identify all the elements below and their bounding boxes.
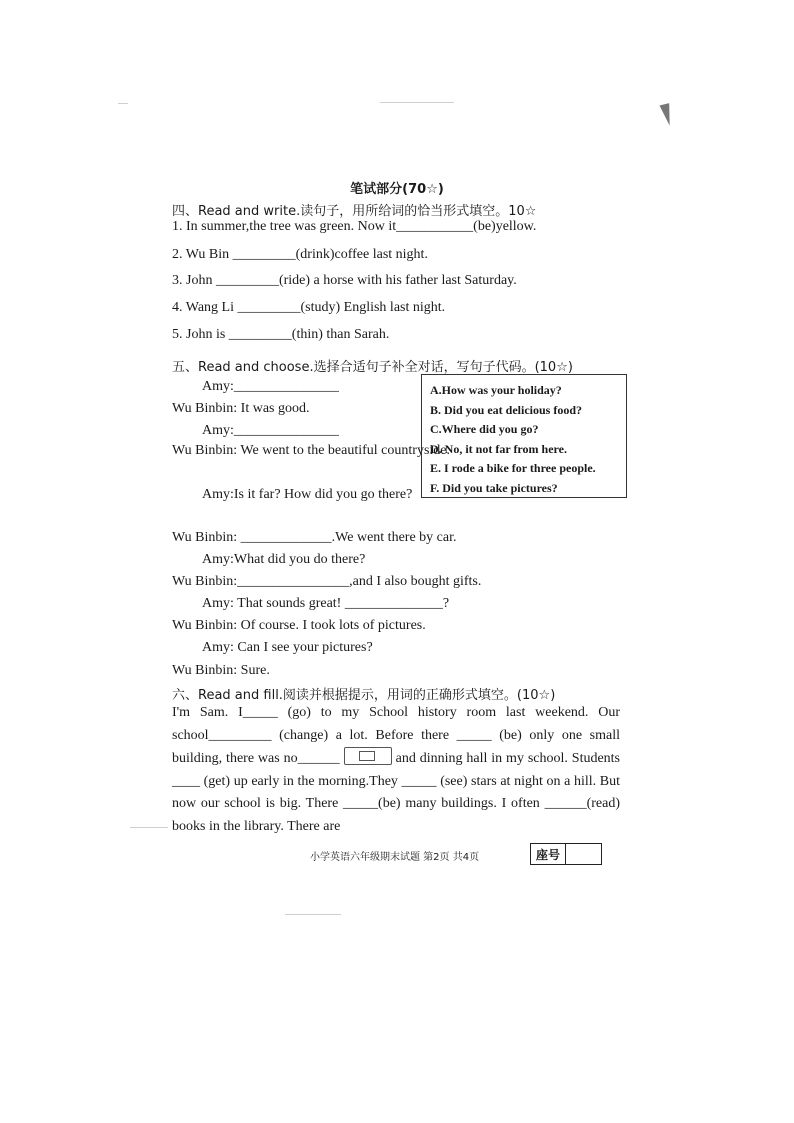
section-4-item[interactable]: 5. John is _________(thin) than Sarah. — [172, 327, 390, 342]
options-box — [421, 374, 627, 498]
passage-part: I'm Sam. I_____ (go) to my School history room last weekend. Our school_________ (change) a lot. Before there _____ (be) only one small building, there was no______ — [172, 705, 620, 766]
option-d: D. No, it not far from here. — [430, 441, 567, 456]
section-6-passage[interactable] — [172, 702, 620, 838]
scan-mark — [130, 827, 168, 828]
section-4-item[interactable]: 4. Wang Li _________(study) English last night. — [172, 300, 446, 315]
seat-number-field[interactable] — [566, 844, 601, 864]
dialogue-line: Amy:Is it far? How did you go there? — [202, 487, 413, 502]
dialogue-line: Wu Binbin: It was good. — [172, 401, 310, 416]
dialogue-line: Amy:What did you do there? — [202, 552, 366, 567]
section-4-item[interactable]: 2. Wu Bin _________(drink)coffee last night. — [172, 247, 428, 262]
option-a: A.How was your holiday? — [430, 383, 562, 397]
section-6-heading: 六、Read and fill.阅读并根据提示，用词的正确形式填空。(10☆) — [172, 688, 556, 703]
dialogue-line[interactable]: Wu Binbin:________________,and I also bought gifts. — [172, 574, 482, 589]
option-e: E. I rode a bike for three people. — [430, 461, 596, 475]
option-f: F. Did you take pictures? — [430, 480, 558, 495]
dialogue-line: Wu Binbin: We went to the beautiful countryside. — [172, 443, 450, 458]
page-footer: 小学英语六年级期末试题 第2页 共4页 — [310, 852, 480, 863]
option-c: C.Where did you go? — [430, 422, 539, 436]
page-title: 笔试部分(70☆) — [350, 182, 444, 197]
section-4-heading: 四、Read and write.读句子，用所给词的恰当形式填空。10☆ — [172, 204, 537, 219]
dialogue-line[interactable]: Amy:_______________ — [202, 379, 339, 394]
scan-mark — [380, 102, 454, 103]
section-4-item[interactable]: 1. In summer,the tree was green. Now it___________(be)yellow. — [172, 219, 537, 234]
dialogue-line[interactable]: Wu Binbin: _____________.We went there by car. — [172, 530, 457, 545]
dialogue-line: Wu Binbin: Sure. — [172, 663, 270, 678]
seat-number-box — [530, 843, 602, 865]
seat-number-label: 座号 — [531, 844, 566, 864]
dialogue-line[interactable]: Amy:_______________ — [202, 423, 339, 438]
dialogue-line[interactable]: Amy: That sounds great! ______________? — [202, 596, 450, 611]
scan-mark — [285, 914, 341, 915]
section-4-item[interactable]: 3. John _________(ride) a horse with his father last Saturday. — [172, 273, 517, 288]
scan-mark — [118, 103, 128, 104]
dining-hall-picture-icon — [344, 747, 392, 765]
passage-part: and dinning hall in my school. Students ____ (get) up early in the morning.They _____ (see) stars at night on a hill. But now our school is big. There _____(be) many buildings. I often ______(read) books in the library. There are — [172, 751, 621, 834]
dialogue-line: Wu Binbin: Of course. I took lots of pictures. — [172, 618, 426, 633]
dialogue-line: Amy: Can I see your pictures? — [202, 640, 373, 655]
section-5-heading: 五、Read and choose.选择合适句子补全对话，写句子代码。(10☆) — [172, 360, 573, 375]
page-corner-mark — [659, 103, 674, 127]
option-b: B. Did you eat delicious food? — [430, 402, 583, 417]
